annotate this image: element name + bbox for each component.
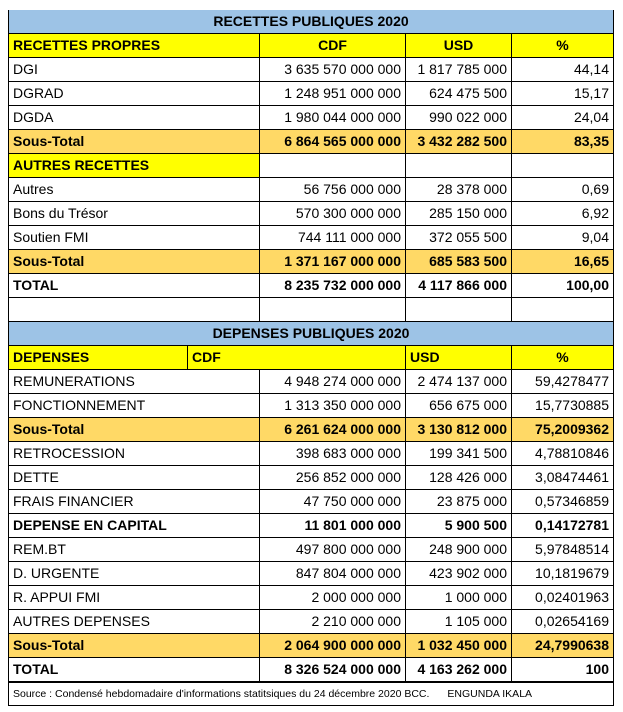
total-usd[interactable]: 4 117 866 000: [406, 274, 512, 298]
subtotal-pct[interactable]: 75,2009362: [512, 418, 614, 442]
row-usd[interactable]: 423 902 000: [406, 562, 512, 586]
total-pct[interactable]: 100: [512, 658, 614, 682]
row-label[interactable]: AUTRES DEPENSES: [8, 610, 260, 634]
capital-label[interactable]: DEPENSE EN CAPITAL: [8, 514, 260, 538]
row-pct[interactable]: 0,02654169: [512, 610, 614, 634]
row-pct[interactable]: 10,1819679: [512, 562, 614, 586]
total-row: [8, 658, 614, 682]
row-pct[interactable]: 6,92: [512, 202, 614, 226]
row-label[interactable]: DETTE: [8, 466, 260, 490]
row-label[interactable]: RETROCESSION: [8, 442, 260, 466]
table-row: [8, 82, 614, 106]
row-usd[interactable]: 28 378 000: [406, 178, 512, 202]
row-cdf[interactable]: 2 000 000 000: [260, 586, 406, 610]
depenses-title-row: [8, 322, 614, 346]
total-cdf[interactable]: 8 235 732 000 000: [260, 274, 406, 298]
depenses-header-usd[interactable]: USD: [406, 346, 512, 370]
recettes-header-pct[interactable]: %: [512, 34, 614, 58]
source-footer: [8, 682, 614, 706]
subtotal-row: [8, 250, 614, 274]
subtotal-label[interactable]: Sous-Total: [8, 130, 260, 154]
depenses-header-row: [8, 346, 614, 370]
row-cdf[interactable]: 1 313 350 000 000: [260, 394, 406, 418]
recettes-title[interactable]: RECETTES PUBLIQUES 2020: [8, 10, 614, 34]
total-cdf[interactable]: 8 326 524 000 000: [260, 658, 406, 682]
empty-cell[interactable]: [406, 298, 512, 322]
subtotal-usd[interactable]: 3 432 282 500: [406, 130, 512, 154]
row-cdf[interactable]: 47 750 000 000: [260, 490, 406, 514]
table-row: [8, 106, 614, 130]
row-label[interactable]: Bons du Trésor: [8, 202, 260, 226]
row-pct[interactable]: 15,7730885: [512, 394, 614, 418]
row-cdf[interactable]: 1 980 044 000 000: [260, 106, 406, 130]
row-cdf[interactable]: 4 948 274 000 000: [260, 370, 406, 394]
recettes-header-usd[interactable]: USD: [406, 34, 512, 58]
depenses-header-label[interactable]: DEPENSES: [8, 346, 188, 370]
subtotal-label[interactable]: Sous-Total: [8, 250, 260, 274]
subtotal-label[interactable]: Sous-Total: [8, 418, 260, 442]
subtotal-cdf[interactable]: 2 064 900 000 000: [260, 634, 406, 658]
row-usd[interactable]: 23 875 000: [406, 490, 512, 514]
row-label[interactable]: FONCTIONNEMENT: [8, 394, 260, 418]
table-row: [8, 538, 614, 562]
row-usd[interactable]: 248 900 000: [406, 538, 512, 562]
total-label[interactable]: TOTAL: [8, 274, 260, 298]
row-label[interactable]: REM.BT: [8, 538, 260, 562]
row-usd[interactable]: 285 150 000: [406, 202, 512, 226]
source-note: Source : Condensé hebdomadaire d'informations statitsiques du 24 décembre 2020 BCC.: [13, 688, 430, 700]
empty-cell[interactable]: [406, 154, 512, 178]
row-pct[interactable]: 0,69: [512, 178, 614, 202]
row-usd[interactable]: 1 817 785 000: [406, 58, 512, 82]
row-cdf[interactable]: 56 756 000 000: [260, 178, 406, 202]
subtotal-row: [8, 634, 614, 658]
capital-cdf[interactable]: 11 801 000 000: [260, 514, 406, 538]
autres-header-row: [8, 154, 614, 178]
row-usd[interactable]: 656 675 000: [406, 394, 512, 418]
total-row: [8, 274, 614, 298]
row-pct[interactable]: 3,08474461: [512, 466, 614, 490]
row-usd[interactable]: 199 341 500: [406, 442, 512, 466]
table-row: [8, 202, 614, 226]
depenses-title[interactable]: DEPENSES PUBLIQUES 2020: [8, 322, 614, 346]
row-pct[interactable]: 0,02401963: [512, 586, 614, 610]
row-label[interactable]: Autres: [8, 178, 260, 202]
empty-cell[interactable]: [8, 298, 260, 322]
table-row: [8, 394, 614, 418]
row-pct[interactable]: 24,04: [512, 106, 614, 130]
table-row: [8, 610, 614, 634]
subtotal-usd[interactable]: 685 583 500: [406, 250, 512, 274]
row-cdf[interactable]: 256 852 000 000: [260, 466, 406, 490]
capital-pct[interactable]: 0,14172781: [512, 514, 614, 538]
row-cdf[interactable]: 2 210 000 000: [260, 610, 406, 634]
row-cdf[interactable]: 1 248 951 000 000: [260, 82, 406, 106]
row-label[interactable]: DGI: [8, 58, 260, 82]
row-pct[interactable]: 59,4278477: [512, 370, 614, 394]
empty-cell[interactable]: [260, 154, 406, 178]
table-row: [8, 58, 614, 82]
row-usd[interactable]: 1 000 000: [406, 586, 512, 610]
recettes-title-row: [8, 10, 614, 34]
table-row: [8, 562, 614, 586]
recettes-header-cdf[interactable]: CDF: [260, 34, 406, 58]
autres-header-label[interactable]: AUTRES RECETTES: [8, 154, 260, 178]
row-label[interactable]: FRAIS FINANCIER: [8, 490, 260, 514]
blank-row: [8, 298, 614, 322]
row-usd[interactable]: 2 474 137 000: [406, 370, 512, 394]
row-pct[interactable]: 15,17: [512, 82, 614, 106]
depenses-header-pct[interactable]: %: [512, 346, 614, 370]
row-pct[interactable]: 0,57346859: [512, 490, 614, 514]
table-row: [8, 370, 614, 394]
row-pct[interactable]: 5,97848514: [512, 538, 614, 562]
row-usd[interactable]: 624 475 500: [406, 82, 512, 106]
table-row: [8, 226, 614, 250]
subtotal-cdf[interactable]: 6 864 565 000 000: [260, 130, 406, 154]
row-pct[interactable]: 9,04: [512, 226, 614, 250]
row-cdf[interactable]: 570 300 000 000: [260, 202, 406, 226]
row-usd[interactable]: 128 426 000: [406, 466, 512, 490]
subtotal-usd[interactable]: 3 130 812 000: [406, 418, 512, 442]
author-name: ENGUNDA IKALA: [447, 688, 533, 700]
subtotal-cdf[interactable]: 6 261 624 000 000: [260, 418, 406, 442]
subtotal-pct[interactable]: 16,65: [512, 250, 614, 274]
total-label[interactable]: TOTAL: [8, 658, 260, 682]
total-usd[interactable]: 4 163 262 000: [406, 658, 512, 682]
row-usd[interactable]: 372 055 500: [406, 226, 512, 250]
row-label[interactable]: R. APPUI FMI: [8, 586, 260, 610]
row-usd[interactable]: 1 105 000: [406, 610, 512, 634]
table-row: [8, 178, 614, 202]
capital-usd[interactable]: 5 900 500: [406, 514, 512, 538]
row-pct[interactable]: 44,14: [512, 58, 614, 82]
empty-cell[interactable]: [512, 154, 614, 178]
row-label[interactable]: Soutien FMI: [8, 226, 260, 250]
subtotal-pct[interactable]: 24,7990638: [512, 634, 614, 658]
depenses-header-cdf[interactable]: CDF: [188, 346, 406, 370]
row-cdf[interactable]: 847 804 000 000: [260, 562, 406, 586]
subtotal-usd[interactable]: 1 032 450 000: [406, 634, 512, 658]
table-row: [8, 490, 614, 514]
capital-row: [8, 514, 614, 538]
row-cdf[interactable]: 3 635 570 000 000: [260, 58, 406, 82]
empty-cell[interactable]: [260, 298, 406, 322]
table-row: [8, 442, 614, 466]
row-pct[interactable]: 4,78810846: [512, 442, 614, 466]
subtotal-cdf[interactable]: 1 371 167 000 000: [260, 250, 406, 274]
subtotal-row: [8, 418, 614, 442]
row-label[interactable]: D. URGENTE: [8, 562, 260, 586]
subtotal-label[interactable]: Sous-Total: [8, 634, 260, 658]
row-cdf[interactable]: 398 683 000 000: [260, 442, 406, 466]
row-label[interactable]: DGRAD: [8, 82, 260, 106]
row-usd[interactable]: 990 022 000: [406, 106, 512, 130]
table-row: [8, 586, 614, 610]
row-label[interactable]: REMUNERATIONS: [8, 370, 260, 394]
row-cdf[interactable]: 497 800 000 000: [260, 538, 406, 562]
total-pct[interactable]: 100,00: [512, 274, 614, 298]
recettes-header-label[interactable]: RECETTES PROPRES: [8, 34, 260, 58]
subtotal-row: [8, 130, 614, 154]
table-row: [8, 466, 614, 490]
recettes-header-row: [8, 34, 614, 58]
subtotal-pct[interactable]: 83,35: [512, 130, 614, 154]
row-label[interactable]: DGDA: [8, 106, 260, 130]
empty-cell[interactable]: [512, 298, 614, 322]
row-cdf[interactable]: 744 111 000 000: [260, 226, 406, 250]
